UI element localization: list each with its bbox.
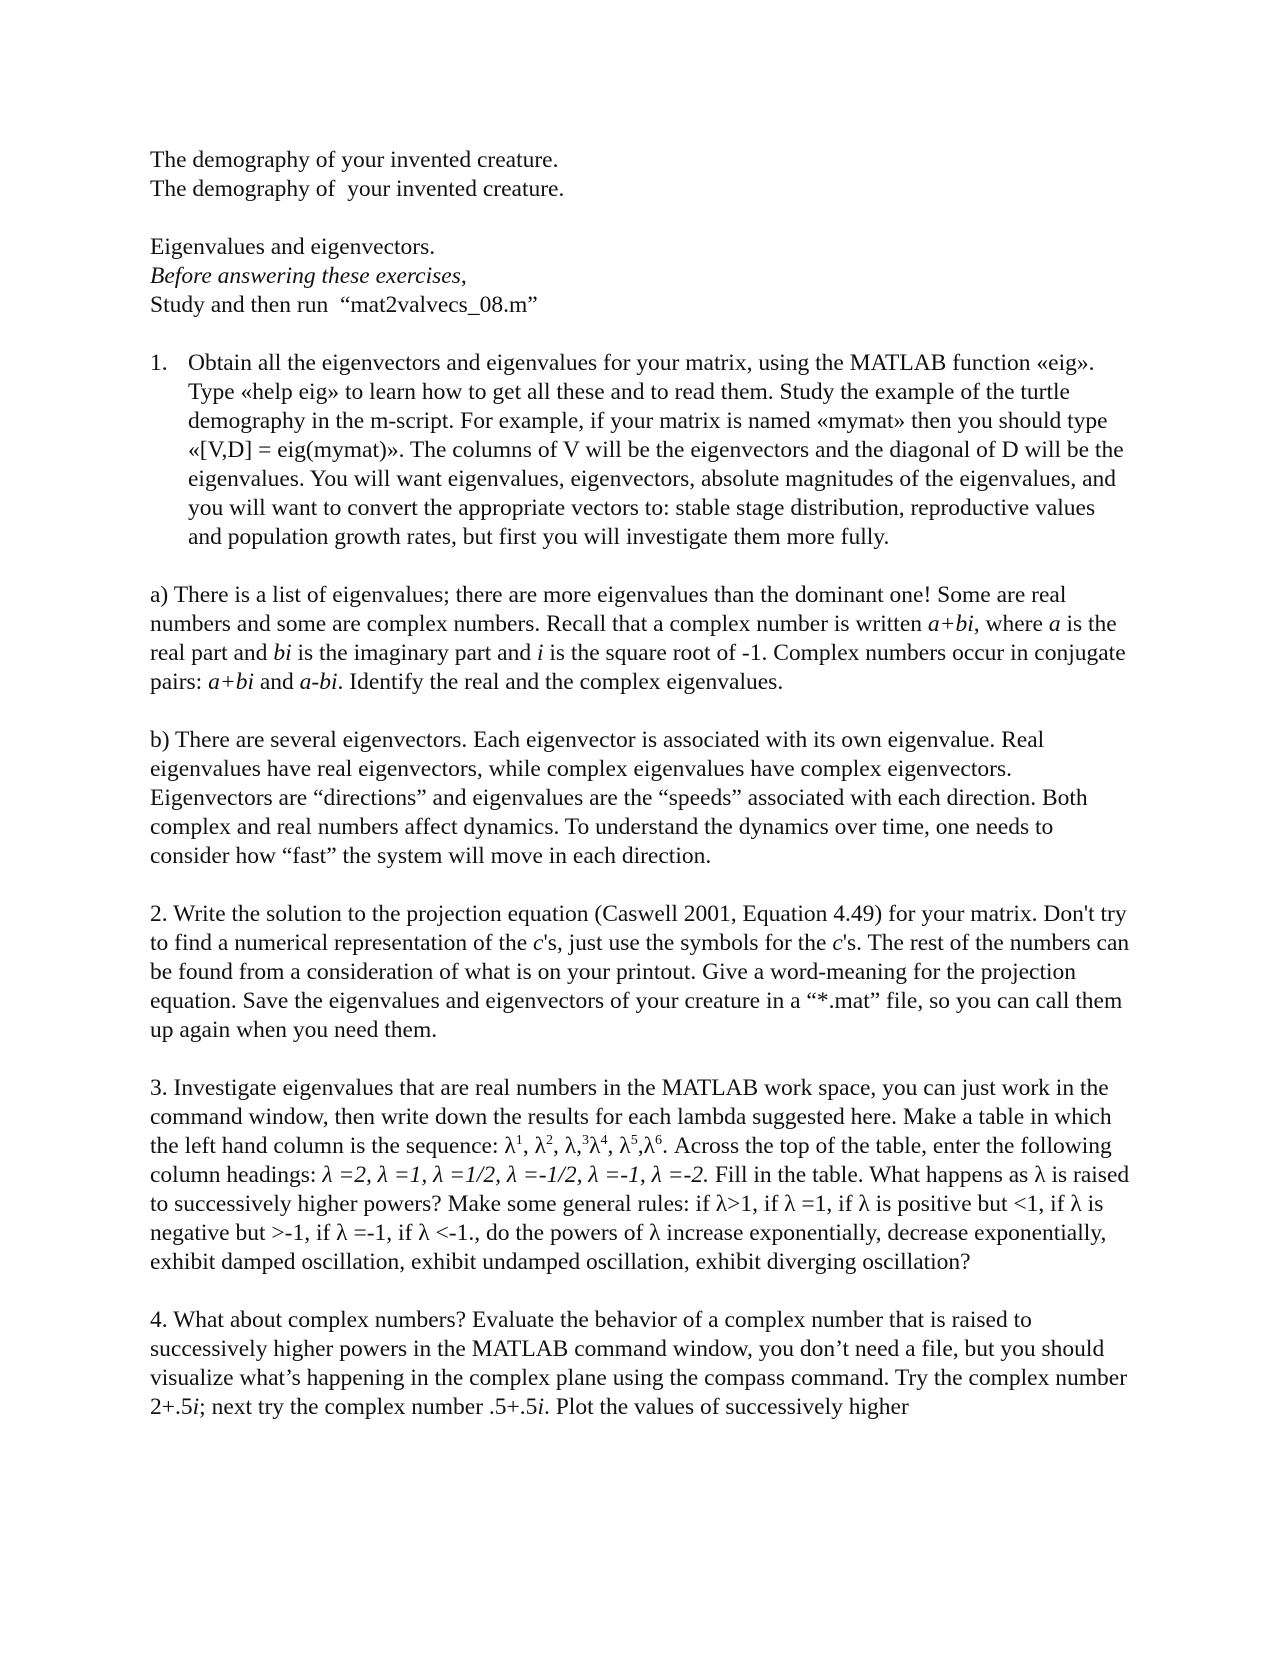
q3-seq-lambda-1: λ	[504, 1133, 516, 1159]
q4-text-2: ; next try the complex number .5+.5	[199, 1394, 538, 1420]
q4-term-i-1: i	[192, 1394, 200, 1420]
title-line-1: The demography of your invented creature.	[150, 147, 559, 173]
question-2	[150, 900, 1130, 1045]
q1a-text-2: , where	[973, 611, 1049, 637]
spacer	[150, 1045, 1130, 1074]
q2-text-2: 's, just use the symbols for the	[543, 930, 833, 956]
spacer	[150, 552, 1130, 581]
q4-text-3: . Plot the values of successively higher	[543, 1394, 909, 1420]
q2-term-c-1: c	[533, 930, 544, 956]
q1a-term-a-plus-bi-2: a+bi	[208, 669, 254, 695]
question-1	[150, 349, 1130, 552]
before-note-italic: Before answering these exercises	[150, 263, 461, 289]
spacer	[150, 871, 1130, 900]
before-note	[150, 262, 1130, 291]
q1a-text-3: is the real part and	[150, 611, 1117, 666]
q3-seq-sup-1: 1	[515, 1131, 523, 1148]
q1a-text-4: is the imaginary part and	[291, 640, 537, 666]
q3-seq-lambda-5: , λ	[607, 1133, 631, 1159]
question-3	[150, 1074, 1130, 1277]
q1a-text-1: a) There is a list of eigenvalues; there are more eigenvalues than the dominant one! Some are real numbers and some are complex numbers. Recall that a complex number is written	[150, 582, 1067, 637]
q2-term-c-2: c	[832, 930, 843, 956]
q1a-term-a-minus-bi: a-bi	[299, 669, 338, 695]
q1a-text-6: and	[253, 669, 300, 695]
q1a-term-a: a	[1048, 611, 1061, 637]
q1a-term-a-plus-bi: a+bi	[927, 611, 974, 637]
q4-text-1: 4. What about complex numbers? Evaluate the behavior of a complex number that is raised to successively higher powers in the MATLAB command window, you don’t need a file, but you should visualize what’s happening in the complex plane using the compass command. Try the complex number 2+.5	[150, 1307, 1128, 1420]
spacer	[150, 320, 1130, 349]
q3-seq-sup-5: 5	[630, 1131, 638, 1148]
study-instruction: Study and then run “mat2valvecs_08.m”	[150, 292, 538, 318]
q3-seq-lambda-3: , λ,	[553, 1133, 583, 1159]
spacer	[150, 204, 1130, 233]
q3-text-2: . Across the top of the table, enter the following column headings:	[150, 1133, 1112, 1188]
spacer	[150, 1277, 1130, 1306]
document-page	[150, 146, 1130, 1422]
q4-term-i-2: i	[537, 1394, 544, 1420]
section-heading: Eigenvalues and eigenvectors.	[150, 234, 436, 260]
q3-seq-sup-4: 4	[600, 1131, 608, 1148]
q3-seq-sup-3: 3	[582, 1131, 590, 1148]
q1a-text-5: is the square root of -1. Complex numbers occur in conjugate pairs:	[150, 640, 1126, 695]
question-4	[150, 1306, 1130, 1422]
title-line-2: The demography of your invented creature.	[150, 176, 565, 202]
q3-seq-sup-2: 2	[545, 1131, 554, 1148]
q1a-text-7: . Identify the real and the complex eigenvalues.	[337, 669, 784, 695]
q1a-term-bi: bi	[273, 640, 292, 666]
before-note-comma: ,	[460, 263, 467, 289]
question-1b: b) There are several eigenvectors. Each eigenvector is associated with its own eigenvalue. Real eigenvalues have real eigenvectors, while complex eigenvalues have complex eigenvectors. Eigenvectors are “directions” and eigenvalues are the “speeds” associated with each direction. Both complex and real numbers affect dynamics. To understand the dynamics over time, one needs to consider how “fast” the system will move in each direction.	[150, 727, 1088, 869]
q1a-term-i: i	[536, 640, 544, 666]
q3-seq-lambda-6: ,λ	[637, 1133, 656, 1159]
question-1-text: Obtain all the eigenvectors and eigenvalues for your matrix, using the MATLAB function «eig». Type «help eig» to learn how to get all these and to read them. Study the example of the turtle demography in the m-script. For example, if your matrix is named «mymat» then you should type «[V,D] = eig(mymat)». The columns of V will be the eigenvectors and the diagonal of D will be the eigenvalues. You will want eigenvalues, eigenvectors, absolute magnitudes of the eigenvalues, and you will want to convert the appropriate vectors to: stable stage distribution, reproductive values and population growth rates, but first you will investigate them more fully.	[188, 350, 1124, 550]
q3-text-1: 3. Investigate eigenvalues that are real numbers in the MATLAB work space, you can just work in the command window, then write down the results for each lambda suggested here. Make a table in which the left hand column is the sequence:	[150, 1075, 1112, 1159]
q2-text-1: 2. Write the solution to the projection equation (Caswell 2001, Equation 4.49) for your matrix. Don't try to find a numerical representation of the	[150, 901, 1127, 956]
spacer	[150, 697, 1130, 726]
q3-seq-lambda-4: λ	[589, 1133, 601, 1159]
question-1-number: 1.	[150, 350, 168, 376]
q3-text-3: Fill in the table. What happens as λ is raised to successively higher powers? Make some general rules: if λ>1, if λ =1, if λ is positive but <1, if λ is negative but >-1, if λ =-1, if λ <-1., do the powers of λ increase exponentially, decrease exponentially, exhibit damped oscillation, exhibit undamped oscillation, exhibit diverging oscillation?	[150, 1162, 1130, 1275]
q2-text-3: 's. The rest of the numbers can be found from a consideration of what is on your printout. Give a word-meaning for the projection equation. Save the eigenvalues and eigenvectors of your creature in a “*.mat” file, so you can call them up again when you need them.	[150, 930, 1130, 1043]
question-1a	[150, 581, 1130, 697]
q3-seq-sup-6: 6	[655, 1131, 663, 1148]
q3-column-headings: λ =2, λ =1, λ =1/2, λ =-1/2, λ =-1, λ =-2.	[322, 1162, 709, 1188]
q3-seq-lambda-2: , λ	[522, 1133, 546, 1159]
